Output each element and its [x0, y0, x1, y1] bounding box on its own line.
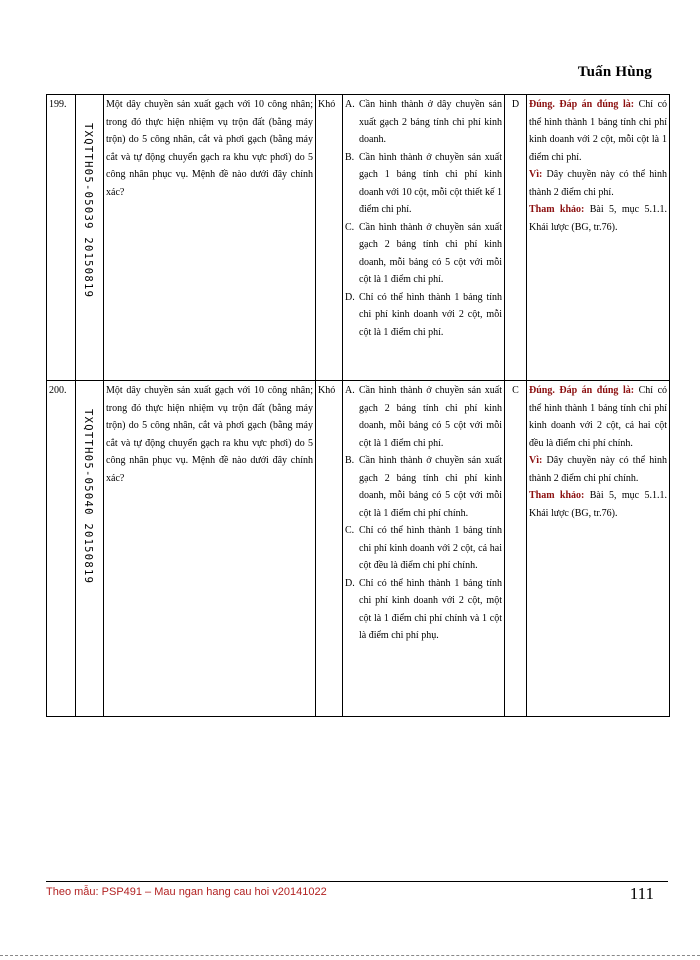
question-bank-table — [46, 94, 670, 717]
option-text: Cần hình thành ở dây chuyền sản xuất gạch 2 bảng tính chi phí kinh doanh. — [359, 99, 502, 145]
question-code: TXQTTH05-05040 20150819 — [82, 409, 94, 585]
option-letter: D. — [345, 291, 355, 303]
option-letter: C. — [345, 525, 355, 536]
page-break-divider — [0, 955, 700, 956]
answer-options — [343, 381, 505, 717]
page-number: 111 — [629, 884, 654, 903]
difficulty-level: Khó — [316, 95, 343, 381]
option-b — [345, 452, 502, 522]
option-letter: B. — [345, 455, 355, 466]
reason-label: Vì: — [529, 455, 543, 466]
correct-label: Đúng. Đáp án đúng là: — [529, 99, 635, 110]
difficulty-level: Khó — [316, 381, 343, 717]
reason-label: Vì: — [529, 169, 543, 180]
option-text: Chỉ có thể hình thành 1 bảng tính chi phí kinh doanh với 2 cột, một cột là 1 điểm chi phí chính và 1 cột là điểm chi phí phụ. — [359, 577, 502, 641]
option-text: Chỉ có thể hình thành 1 bảng tính chi phí kinh doanh với 2 cột, cả hai cột đều là điểm chi phí chính. — [359, 525, 502, 571]
option-text: Cần hình thành ở chuyền sản xuất gạch 2 bảng tính chi phí kinh doanh, mỗi bảng có 5 cột với mỗi cột là 1 điểm chi phí. — [359, 221, 502, 285]
reason-text: Dây chuyền này có thể hình thành 2 điểm chi phí. — [529, 169, 667, 198]
explanation — [527, 95, 670, 381]
reference-label: Tham khảo: — [529, 490, 585, 501]
footer-divider — [46, 881, 668, 882]
option-text: Chỉ có thể hình thành 1 bảng tính chi phí kinh doanh với 2 cột, mỗi cột là 1 điểm chi phí. — [359, 291, 502, 338]
question-code-cell — [76, 95, 104, 381]
reference-text: Bài 5, mục 5.1.1. Khái lược (BG, tr.76). — [529, 490, 667, 519]
option-text: Cần hình thành ở chuyền sản xuất gạch 2 bảng tính chi phí kinh doanh, mỗi bảng có 5 cột với mỗi cột là 1 điểm chi phí chính. — [359, 455, 502, 519]
question-code: TXQTTH05-05039 20150819 — [82, 123, 94, 299]
option-c — [345, 522, 502, 575]
option-text: Cần hình thành ở chuyền sản xuất gạch 2 bảng tính chi phí kinh doanh, mỗi bảng có 5 cột với mỗi cột là 1 điểm chi phí. — [359, 385, 502, 449]
correct-text: Chỉ có thể hình thành 1 bảng tính chi phí kinh doanh với 2 cột, cả hai cột đều là điểm chi phí chính. — [529, 385, 668, 449]
correct-text: Chỉ có thể hình thành 1 bảng tính chi phí kinh doanh với 2 cột, mỗi cột là 1 điểm chi phí. — [529, 99, 668, 163]
question-number: 200. — [47, 381, 76, 717]
reference-label: Tham khảo: — [529, 204, 585, 215]
question-row — [47, 381, 670, 717]
option-letter: A. — [345, 99, 355, 110]
question-stem: Một dây chuyền sản xuất gạch với 10 công nhân; trong đó thực hiện nhiệm vụ trộn đất (bằng máy trộn) do 5 công nhân, cắt và phơi gạch (bằng máy cắt và tự động chuyển gạch ra khu vực phơi) do 5 công nhân phục vụ. Mệnh đề nào dưới đây chính xác? — [104, 95, 316, 381]
correct-answer: C — [505, 381, 527, 717]
question-stem: Một dây chuyền sản xuất gạch với 10 công nhân; trong đó thực hiện nhiệm vụ trộn đất (bằng máy trộn) do 5 công nhân, cắt và phơi gạch (bằng máy cắt và tự động chuyển gạch ra khu vực phơi) do 5 công nhân phục vụ. Mệnh đề nào dưới đây chính xác? — [104, 381, 316, 717]
question-number: 199. — [47, 95, 76, 381]
option-c — [345, 219, 502, 289]
reference-text: Bài 5, mục 5.1.1. Khái lược (BG, tr.76). — [529, 204, 667, 233]
author-name: Tuấn Hùng — [577, 64, 652, 80]
option-a — [345, 382, 502, 452]
option-letter: D. — [345, 577, 355, 589]
reason-text: Dây chuyền này có thể hình thành 2 điểm chi phí chính. — [529, 455, 667, 484]
question-row — [47, 95, 670, 381]
explanation — [527, 381, 670, 717]
option-letter: B. — [345, 151, 355, 163]
correct-answer: D — [505, 95, 527, 381]
option-d — [345, 289, 502, 342]
option-b — [345, 149, 502, 219]
option-text: Cần hình thành ở chuyền sản xuất gạch 1 bảng tính chi phí kinh doanh với 10 cột, mỗi cột thiết kế 1 điểm chi phí. — [359, 151, 502, 215]
option-letter: C. — [345, 221, 355, 233]
option-letter: A. — [345, 385, 355, 396]
correct-label: Đúng. Đáp án đúng là: — [529, 385, 635, 396]
question-code-cell — [76, 381, 104, 717]
option-d — [345, 575, 502, 645]
option-a — [345, 96, 502, 149]
answer-options — [343, 95, 505, 381]
footer-template-note: Theo mẫu: PSP491 – Mau ngan hang cau hoi v20141022 — [46, 886, 327, 898]
